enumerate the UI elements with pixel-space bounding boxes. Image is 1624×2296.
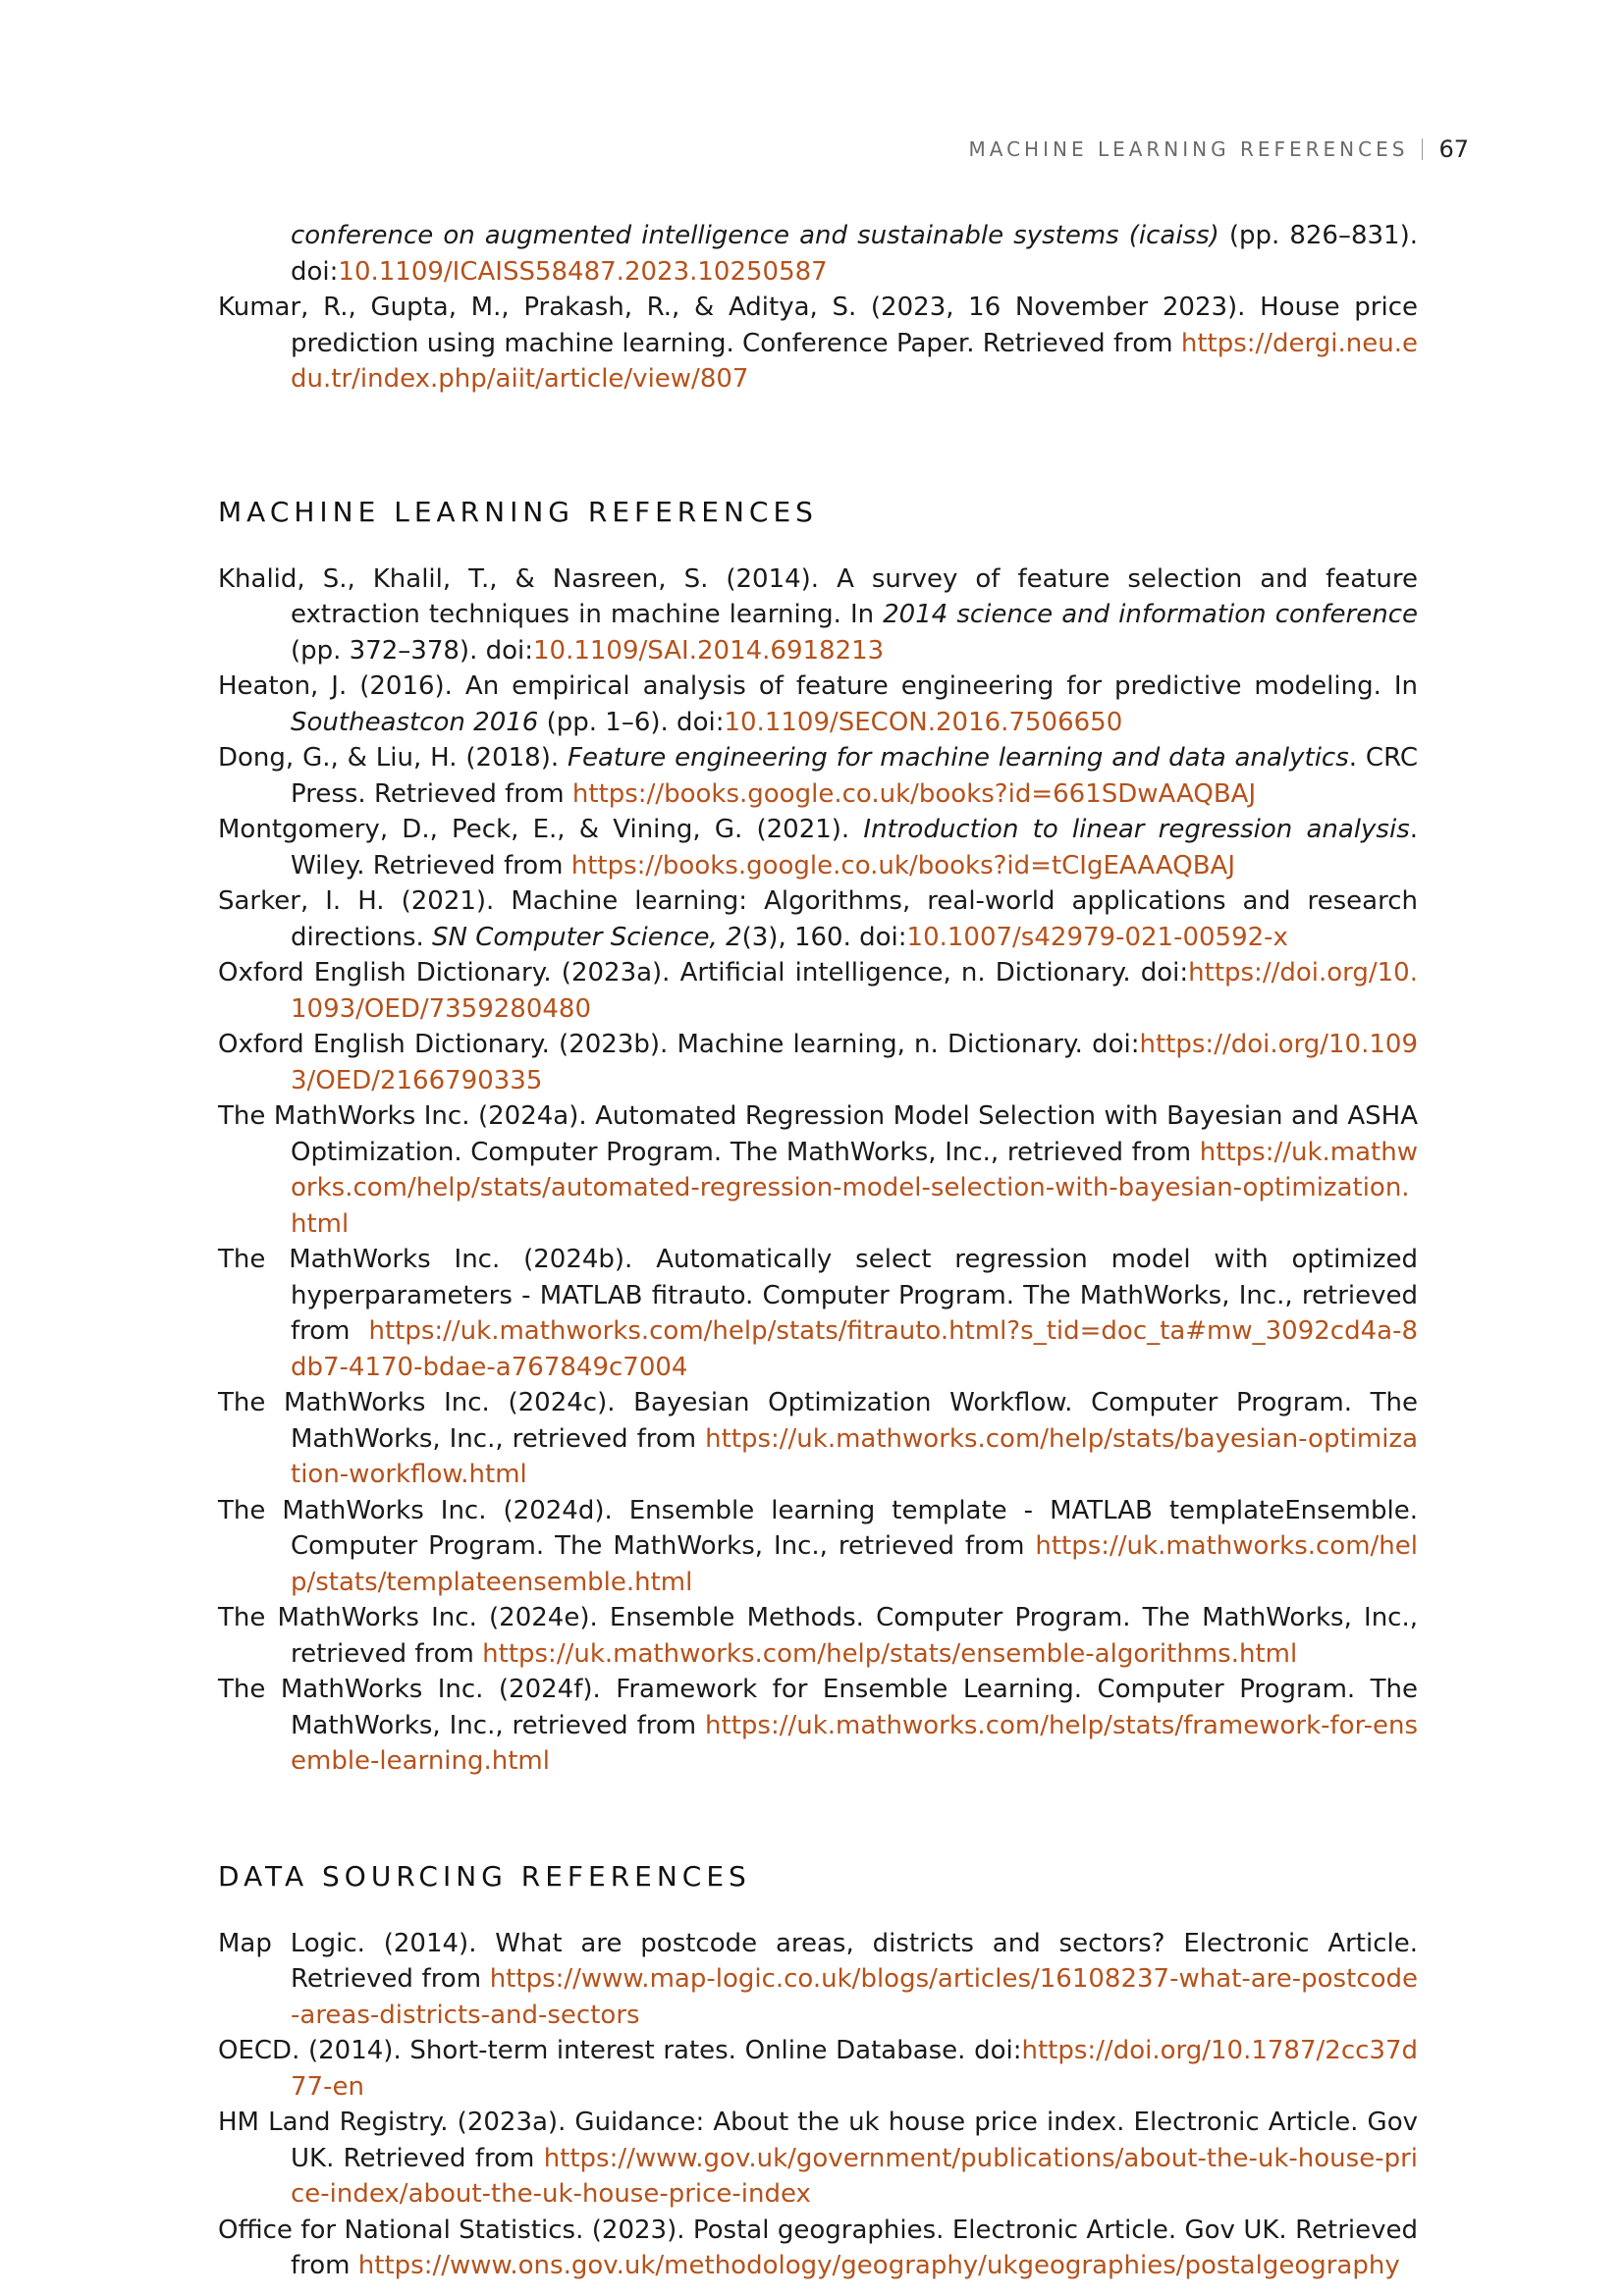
reference-item bbox=[218, 1385, 1418, 1493]
reference-link[interactable]: https://www.map-logic.co.uk/blogs/articles/16108237-what-are-postcode-areas-districts-and-sectors bbox=[291, 1964, 1418, 2030]
reference-text: The MathWorks Inc. (2024c). Bayesian Optimization Workflow. Computer Program. The MathWorks, Inc., retrieved from bbox=[218, 1388, 1418, 1454]
reference-italic: Introduction to linear regression analysis bbox=[863, 815, 1410, 844]
reference-link[interactable]: https://uk.mathworks.com/help/stats/fitrauto.html?s_tid=doc_ta#mw_3092cd4a-8db7-4170-bdae-a767849c7004 bbox=[291, 1316, 1418, 1382]
reference-text: Kumar, R., Gupta, M., Prakash, R., & Aditya, S. (2023, 16 November 2023). House price prediction using machine learning. Conference Paper. Retrieved from bbox=[218, 293, 1418, 358]
reference-text: Montgomery, D., Peck, E., & Vining, G. (2021). bbox=[218, 815, 864, 844]
reference-text: . CRC Press. Retrieved from bbox=[291, 743, 1419, 809]
reference-text: Dong, G., & Liu, H. (2018). bbox=[218, 743, 568, 773]
reference-link[interactable]: 10.1109/SAI.2014.6918213 bbox=[533, 635, 885, 666]
reference-text: Oxford English Dictionary. (2023a). Artificial intelligence, n. Dictionary. doi: bbox=[218, 958, 1189, 988]
reference-link[interactable]: https://www.ons.gov.uk/methodology/geography/ukgeographies/postalgeography bbox=[357, 2251, 1400, 2280]
reference-link[interactable]: 10.1109/SECON.2016.7506650 bbox=[724, 707, 1123, 737]
section-heading-machine-learning: MACHINE LEARNING REFERENCES bbox=[218, 495, 818, 528]
reference-item bbox=[218, 812, 1418, 883]
reference-link[interactable]: https://uk.mathworks.com/help/stats/templateensemble.html bbox=[291, 1531, 1418, 1597]
reference-text: Office for National Statistics. (2023). Postal geographies. Electronic Article. Gov UK. Retrieved from bbox=[218, 2215, 1418, 2280]
section-heading-data-sourcing: DATA SOURCING REFERENCES bbox=[218, 1859, 751, 1893]
reference-link[interactable]: https://uk.mathworks.com/help/stats/automated-regression-model-selection-with-bayesian-optimization.html bbox=[291, 1137, 1418, 1239]
reference-item bbox=[218, 1672, 1418, 1780]
reference-text: The MathWorks Inc. (2024e). Ensemble Methods. Computer Program. The MathWorks, Inc., retrieved from bbox=[218, 1603, 1418, 1669]
reference-text: Khalid, S., Khalil, T., & Nasreen, S. (2014). A survey of feature selection and feature extraction techniques in machine learning. In bbox=[218, 563, 1418, 629]
reference-text: Heaton, J. (2016). An empirical analysis of feature engineering for predictive modeling. In bbox=[218, 671, 1418, 701]
reference-item bbox=[218, 2213, 1418, 2284]
reference-item bbox=[218, 668, 1418, 740]
reference-italic: conference on augmented intelligence and sustainable systems (icaiss) bbox=[291, 221, 1219, 250]
reference-text: (3), 160. doi: bbox=[741, 922, 907, 952]
reference-item bbox=[218, 561, 1418, 669]
reference-item bbox=[218, 1242, 1418, 1385]
section-gap bbox=[218, 398, 1418, 496]
reference-link[interactable]: https://books.google.co.uk/books?id=661SDwAAQBAJ bbox=[571, 778, 1257, 809]
running-head bbox=[969, 135, 1470, 163]
reference-italic: 2014 science and information conference bbox=[883, 600, 1418, 629]
reference-item bbox=[218, 1926, 1418, 2034]
reference-italic: Southeastcon 2016 bbox=[291, 707, 539, 737]
reference-item bbox=[218, 1493, 1418, 1601]
reference-link[interactable]: https://www.gov.uk/government/publications/about-the-uk-house-price-index/about-the-uk-house-price-index bbox=[291, 2143, 1418, 2209]
reference-item bbox=[218, 290, 1418, 398]
reference-item bbox=[218, 740, 1418, 812]
reference-link[interactable]: 10.1109/ICAISS58487.2023.10250587 bbox=[338, 256, 828, 287]
reference-item bbox=[218, 2033, 1418, 2105]
reference-item bbox=[218, 1600, 1418, 1672]
machine-learning-reference-list bbox=[218, 561, 1418, 1780]
reference-text: The MathWorks Inc. (2024f). Framework for Ensemble Learning. Computer Program. The MathWorks, Inc., retrieved from bbox=[218, 1675, 1418, 1740]
reference-link[interactable]: 10.1007/s42979-021-00592-x bbox=[906, 922, 1288, 952]
reference-link[interactable]: https://doi.org/10.1787/2cc37d77-en bbox=[291, 2036, 1418, 2102]
section-gap bbox=[218, 1780, 1418, 1860]
reference-link[interactable]: https://uk.mathworks.com/help/stats/ensemble-algorithms.html bbox=[482, 1638, 1298, 1669]
reference-text: OECD. (2014). Short-term interest rates. Online Database. doi: bbox=[218, 2036, 1022, 2065]
reference-link[interactable]: https://doi.org/10.1093/OED/7359280480 bbox=[291, 958, 1418, 1024]
reference-item bbox=[218, 2105, 1418, 2213]
reference-item bbox=[218, 1098, 1418, 1242]
reference-italic: SN Computer Science, 2 bbox=[432, 922, 742, 952]
reference-text: HM Land Registry. (2023a). Guidance: About the uk house price index. Electronic Article. Gov UK. Retrieved from bbox=[218, 2108, 1418, 2173]
reference-item bbox=[218, 883, 1418, 955]
heading-gap bbox=[218, 1893, 1418, 1926]
reference-text: (pp. 1–6). doi: bbox=[538, 707, 725, 737]
reference-item bbox=[218, 1027, 1418, 1098]
page-number: 67 bbox=[1438, 135, 1469, 163]
running-head-title: MACHINE LEARNING REFERENCES bbox=[968, 137, 1409, 161]
reference-link[interactable]: https://doi.org/10.1093/OED/2166790335 bbox=[291, 1030, 1418, 1095]
reference-text: (pp. 826–831). doi: bbox=[291, 221, 1418, 287]
heading-gap bbox=[218, 528, 1418, 561]
reference-link[interactable]: https://dergi.neu.edu.tr/index.php/aiit/article/view/807 bbox=[291, 328, 1418, 394]
reference-italic: Feature engineering for machine learning and data analytics bbox=[568, 743, 1349, 773]
reference-link[interactable]: https://uk.mathworks.com/help/stats/bayesian-optimization-workflow.html bbox=[291, 1423, 1418, 1489]
reference-text: . Wiley. Retrieved from bbox=[291, 815, 1419, 881]
reference-content bbox=[218, 218, 1418, 2284]
data-sourcing-reference-list bbox=[218, 1926, 1418, 2284]
reference-item bbox=[218, 955, 1418, 1027]
running-head-divider bbox=[1422, 138, 1423, 160]
reference-continuation bbox=[218, 218, 1418, 290]
reference-text: The MathWorks Inc. (2024a). Automated Regression Model Selection with Bayesian and ASHA Optimization. Computer Program. The MathWorks, Inc., retrieved from bbox=[218, 1101, 1418, 1167]
reference-link[interactable]: https://uk.mathworks.com/help/stats/framework-for-ensemble-learning.html bbox=[291, 1710, 1418, 1776]
reference-text: The MathWorks Inc. (2024b). Automatically select regression model with optimized hyperparameters - MATLAB fitrauto. Computer Program. The MathWorks, Inc., retrieved from bbox=[218, 1245, 1418, 1346]
reference-text: (pp. 372–378). doi: bbox=[291, 635, 533, 666]
reference-link[interactable]: https://books.google.co.uk/books?id=tCIgEAAAQBAJ bbox=[570, 850, 1235, 881]
reference-text: Sarker, I. H. (2021). Machine learning: Algorithms, real-world applications and research directions. bbox=[218, 886, 1418, 952]
reference-text: The MathWorks Inc. (2024d). Ensemble learning template - MATLAB templateEnsemble. Computer Program. The MathWorks, Inc., retrieved from bbox=[218, 1495, 1418, 1561]
reference-text: Map Logic. (2014). What are postcode areas, districts and sectors? Electronic Article. Retrieved from bbox=[218, 1928, 1418, 1994]
reference-text: Oxford English Dictionary. (2023b). Machine learning, n. Dictionary. doi: bbox=[218, 1030, 1140, 1059]
